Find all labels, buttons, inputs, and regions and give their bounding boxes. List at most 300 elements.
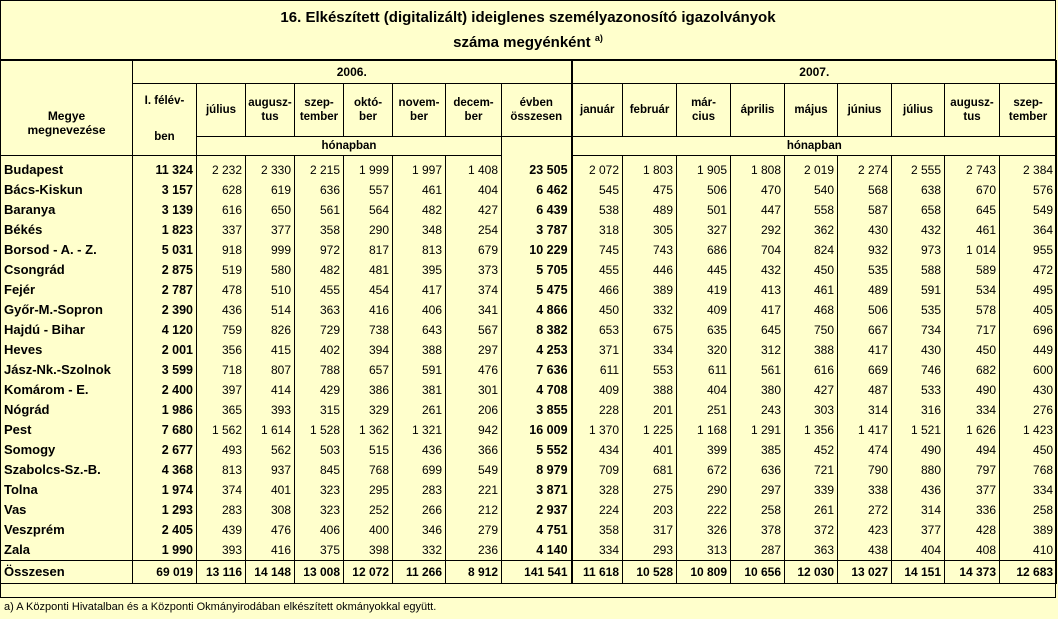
table-row [1, 500, 1057, 520]
month-2006-value: 616 [197, 200, 246, 220]
month-2006-value: 699 [393, 460, 446, 480]
table-row [1, 460, 1057, 480]
month-2007-value: 313 [677, 540, 731, 561]
month-2006-value: 332 [393, 540, 446, 561]
month-2007-value: 336 [945, 500, 1000, 520]
month-2006-value: 374 [446, 280, 502, 300]
month-2007-value: 535 [838, 260, 892, 280]
month-2007-value: 423 [838, 520, 892, 540]
half-year-value: 2 405 [133, 520, 197, 540]
table-row [1, 480, 1057, 500]
month-2006-value: 845 [295, 460, 344, 480]
half-year-value: 2 001 [133, 340, 197, 360]
month-2007-value: 675 [623, 320, 677, 340]
month-2006-value: 561 [295, 200, 344, 220]
month-2007-value: 704 [731, 240, 785, 260]
title-line-1: 16. Elkészített (digitalizált) ideiglenes személyazonosító igazolványok [280, 9, 776, 26]
month-2007-header-line-1: augusz- [950, 97, 994, 109]
month-2006-value: 398 [344, 540, 393, 561]
month-2007-header [1000, 84, 1057, 137]
month-2007-header [731, 84, 785, 137]
half-year-value: 3 157 [133, 180, 197, 200]
month-2006-header-line-2: tus [261, 111, 279, 123]
month-2006-value: 416 [344, 300, 393, 320]
month-2006-value: 375 [295, 540, 344, 561]
month-2006-header-line-2: tember [299, 111, 339, 123]
month-2007-value: 334 [1000, 480, 1057, 500]
table-row [1, 440, 1057, 460]
month-2007-value: 358 [572, 520, 623, 540]
table-row [1, 540, 1057, 561]
month-2006-value: 323 [295, 500, 344, 520]
month-2007-value: 1 417 [838, 420, 892, 440]
month-2007-value: 501 [677, 200, 731, 220]
month-2006-value: 1 999 [344, 156, 393, 181]
month-2007-value: 455 [572, 260, 623, 280]
month-2006-value: 381 [393, 380, 446, 400]
year-total-value: 10 229 [502, 240, 572, 260]
month-2007-value: 588 [892, 260, 945, 280]
half-year-line-1: I. félév- [144, 95, 185, 107]
month-2007-header [785, 84, 838, 137]
title-footnote-mark: a) [594, 33, 603, 43]
month-2007-header [892, 84, 945, 137]
month-2007-value: 408 [945, 540, 1000, 561]
month-2007-value: 2 743 [945, 156, 1000, 181]
table-row [1, 360, 1057, 380]
year-total-value: 5 705 [502, 260, 572, 280]
month-2007-value: 1 291 [731, 420, 785, 440]
year-total-value: 4 708 [502, 380, 572, 400]
month-2007-value: 1 168 [677, 420, 731, 440]
month-2006-value: 718 [197, 360, 246, 380]
month-2007-value: 589 [945, 260, 1000, 280]
month-2007-value: 535 [892, 300, 945, 320]
month-2006-value: 619 [246, 180, 295, 200]
month-2007-value: 327 [677, 220, 731, 240]
month-2006-value: 510 [246, 280, 295, 300]
table-row [1, 340, 1057, 360]
total-row [1, 561, 1057, 584]
year-total-header-line: összesen [510, 111, 563, 123]
month-2007-header [945, 84, 1000, 137]
half-year-value: 2 787 [133, 280, 197, 300]
month-2007-value: 669 [838, 360, 892, 380]
month-2007-value: 14 373 [945, 561, 1000, 584]
month-2007-value: 576 [1000, 180, 1057, 200]
month-2006-value: 388 [393, 340, 446, 360]
month-2007-value: 430 [838, 220, 892, 240]
half-year-value: 3 139 [133, 200, 197, 220]
year-total-value: 8 382 [502, 320, 572, 340]
month-2006-header [344, 84, 393, 137]
month-2006-value: 1 408 [446, 156, 502, 181]
year-total-value: 4 253 [502, 340, 572, 360]
month-2006-value: 591 [393, 360, 446, 380]
month-2007-value: 258 [1000, 500, 1057, 520]
table-row [1, 400, 1057, 420]
month-2007-value: 409 [677, 300, 731, 320]
month-2007-value: 790 [838, 460, 892, 480]
month-2007-value: 578 [945, 300, 1000, 320]
month-2006-value: 643 [393, 320, 446, 340]
month-2007-value: 417 [838, 340, 892, 360]
month-2007-value: 611 [572, 360, 623, 380]
month-2007-header-line-2: tus [963, 111, 981, 123]
county-name: Somogy [1, 440, 133, 460]
month-2006-value: 1 362 [344, 420, 393, 440]
month-2007-value: 222 [677, 500, 731, 520]
month-2007-value: 428 [945, 520, 1000, 540]
half-year-line-2: ben [154, 131, 175, 143]
month-2007-value: 430 [1000, 380, 1057, 400]
month-2007-value: 696 [1000, 320, 1057, 340]
month-2006-value: 356 [197, 340, 246, 360]
month-2006-value: 363 [295, 300, 344, 320]
month-2007-value: 410 [1000, 540, 1057, 561]
month-2006-value: 1 528 [295, 420, 344, 440]
month-2007-value: 417 [731, 300, 785, 320]
month-2007-value: 405 [1000, 300, 1057, 320]
month-2006-value: 373 [446, 260, 502, 280]
month-2007-value: 591 [892, 280, 945, 300]
month-2007-value: 734 [892, 320, 945, 340]
month-2007-value: 672 [677, 460, 731, 480]
month-2007-value: 553 [623, 360, 677, 380]
month-2006-value: 503 [295, 440, 344, 460]
county-header [1, 61, 133, 156]
month-2006-value: 297 [446, 340, 502, 360]
month-2006-header-line-1: szep- [304, 97, 334, 109]
month-2006-value: 549 [446, 460, 502, 480]
month-2006-value: 221 [446, 480, 502, 500]
month-2006-value: 11 266 [393, 561, 446, 584]
month-2007-value: 745 [572, 240, 623, 260]
month-2007-value: 404 [892, 540, 945, 561]
month-2006-value: 290 [344, 220, 393, 240]
month-2007-header [838, 84, 892, 137]
month-2006-value: 476 [446, 360, 502, 380]
table-row [1, 380, 1057, 400]
month-2007-value: 334 [623, 340, 677, 360]
month-2007-value: 568 [838, 180, 892, 200]
half-year-value: 1 823 [133, 220, 197, 240]
month-2006-value: 436 [197, 300, 246, 320]
county-header-line-1: Megye [47, 109, 86, 123]
month-2007-value: 973 [892, 240, 945, 260]
month-2007-value: 2 274 [838, 156, 892, 181]
month-2006-value: 315 [295, 400, 344, 420]
month-2007-value: 339 [785, 480, 838, 500]
month-2006-value: 439 [197, 520, 246, 540]
month-2007-value: 447 [731, 200, 785, 220]
half-year-value: 7 680 [133, 420, 197, 440]
title-line-2-text: száma megyénként [453, 34, 591, 51]
month-2007-value: 2 019 [785, 156, 838, 181]
month-2007-value: 638 [892, 180, 945, 200]
month-2006-header-line-1: októ- [353, 97, 383, 109]
month-2006-header [197, 84, 246, 137]
month-2006-value: 266 [393, 500, 446, 520]
month-2006-value: 283 [197, 500, 246, 520]
month-2007-value: 797 [945, 460, 1000, 480]
month-2007-value: 10 656 [731, 561, 785, 584]
month-2007-value: 682 [945, 360, 1000, 380]
year-total-value: 3 871 [502, 480, 572, 500]
month-2006-value: 341 [446, 300, 502, 320]
month-2006-value: 377 [246, 220, 295, 240]
month-2007-value: 389 [623, 280, 677, 300]
month-2006-value: 788 [295, 360, 344, 380]
table-title [0, 0, 1056, 60]
month-2007-value: 12 683 [1000, 561, 1057, 584]
year-total-value: 4 751 [502, 520, 572, 540]
year-total-header [502, 84, 572, 137]
table-row [1, 156, 1057, 181]
county-name: Fejér [1, 280, 133, 300]
county-name: Szabolcs-Sz.-B. [1, 460, 133, 480]
month-2006-value: 329 [344, 400, 393, 420]
month-2007-value: 489 [623, 200, 677, 220]
month-2007-value: 558 [785, 200, 838, 220]
month-2006-value: 2 215 [295, 156, 344, 181]
month-2007-value: 11 618 [572, 561, 623, 584]
month-2006-value: 514 [246, 300, 295, 320]
month-2007-value: 413 [731, 280, 785, 300]
month-2007-value: 427 [785, 380, 838, 400]
month-2007-header-line-1: május [794, 104, 828, 116]
title-line-2 [0, 28, 1056, 53]
month-2006-value: 2 232 [197, 156, 246, 181]
month-2007-header [572, 84, 623, 137]
month-2006-header [295, 84, 344, 137]
month-2006-value: 657 [344, 360, 393, 380]
month-2006-value: 482 [393, 200, 446, 220]
month-2006-value: 279 [446, 520, 502, 540]
month-2006-value: 386 [344, 380, 393, 400]
month-2006-value: 402 [295, 340, 344, 360]
month-2007-value: 1 521 [892, 420, 945, 440]
month-2007-value: 332 [623, 300, 677, 320]
month-2007-value: 364 [1000, 220, 1057, 240]
table-row [1, 320, 1057, 340]
month-2007-value: 449 [1000, 340, 1057, 360]
month-2007-value: 494 [945, 440, 1000, 460]
month-2007-value: 470 [731, 180, 785, 200]
month-2006-value: 12 072 [344, 561, 393, 584]
month-2007-value: 533 [892, 380, 945, 400]
monthly-label-2007: hónapban [572, 137, 1057, 156]
half-year-value: 4 120 [133, 320, 197, 340]
month-2007-value: 371 [572, 340, 623, 360]
half-year-value: 1 990 [133, 540, 197, 561]
month-2006-value: 1 997 [393, 156, 446, 181]
month-2007-header [677, 84, 731, 137]
month-2007-value: 549 [1000, 200, 1057, 220]
table-row [1, 420, 1057, 440]
month-2007-value: 750 [785, 320, 838, 340]
month-2007-value: 388 [623, 380, 677, 400]
month-2006-value: 393 [197, 540, 246, 561]
month-2007-value: 746 [892, 360, 945, 380]
month-2007-value: 450 [945, 340, 1000, 360]
table-row [1, 220, 1057, 240]
month-2006-header [446, 84, 502, 137]
month-2006-value: 301 [446, 380, 502, 400]
county-name: Összesen [1, 561, 133, 584]
month-2007-value: 955 [1000, 240, 1057, 260]
monthly-label-2006: hónapban [197, 137, 502, 156]
month-2007-value: 297 [731, 480, 785, 500]
year-total-header-line: évben [519, 97, 553, 109]
county-name: Jász-Nk.-Szolnok [1, 360, 133, 380]
month-2006-value: 972 [295, 240, 344, 260]
month-2006-value: 13 116 [197, 561, 246, 584]
month-2007-value: 292 [731, 220, 785, 240]
month-2006-header [393, 84, 446, 137]
month-2007-header-line-1: június [847, 104, 882, 116]
month-2006-value: 346 [393, 520, 446, 540]
month-2006-value: 628 [197, 180, 246, 200]
month-2006-value: 337 [197, 220, 246, 240]
month-2007-value: 1 808 [731, 156, 785, 181]
county-name: Pest [1, 420, 133, 440]
month-2007-value: 275 [623, 480, 677, 500]
county-name: Bács-Kiskun [1, 180, 133, 200]
month-2007-value: 305 [623, 220, 677, 240]
month-2006-value: 1 321 [393, 420, 446, 440]
month-2006-header-line-1: augusz- [248, 97, 292, 109]
county-name: Budapest [1, 156, 133, 181]
month-2007-value: 461 [785, 280, 838, 300]
month-2006-value: 404 [446, 180, 502, 200]
month-2007-value: 276 [1000, 400, 1057, 420]
month-2006-value: 295 [344, 480, 393, 500]
month-2007-value: 721 [785, 460, 838, 480]
month-2007-value: 490 [892, 440, 945, 460]
month-2006-value: 918 [197, 240, 246, 260]
month-2007-value: 317 [623, 520, 677, 540]
year-total-value: 6 439 [502, 200, 572, 220]
month-2007-value: 466 [572, 280, 623, 300]
month-2007-value: 409 [572, 380, 623, 400]
month-2006-header-line-1: novem- [398, 97, 440, 109]
month-2007-value: 314 [892, 500, 945, 520]
month-2007-value: 743 [623, 240, 677, 260]
month-2007-value: 203 [623, 500, 677, 520]
month-2007-value: 10 809 [677, 561, 731, 584]
month-2006-value: 454 [344, 280, 393, 300]
month-2007-value: 545 [572, 180, 623, 200]
month-2007-value: 388 [785, 340, 838, 360]
month-2007-value: 314 [838, 400, 892, 420]
month-2007-value: 506 [677, 180, 731, 200]
county-name: Nógrád [1, 400, 133, 420]
month-2007-value: 272 [838, 500, 892, 520]
month-2007-value: 681 [623, 460, 677, 480]
county-name: Baranya [1, 200, 133, 220]
half-year-value: 1 974 [133, 480, 197, 500]
month-2007-value: 468 [785, 300, 838, 320]
month-2006-value: 564 [344, 200, 393, 220]
half-year-value: 5 031 [133, 240, 197, 260]
month-2007-value: 338 [838, 480, 892, 500]
month-2007-value: 12 030 [785, 561, 838, 584]
month-2007-value: 880 [892, 460, 945, 480]
month-2006-header [246, 84, 295, 137]
year-2006-header: 2006. [133, 61, 572, 84]
month-2007-value: 461 [945, 220, 1000, 240]
month-2006-value: 478 [197, 280, 246, 300]
month-2006-value: 283 [393, 480, 446, 500]
month-2006-value: 650 [246, 200, 295, 220]
month-2007-value: 1 225 [623, 420, 677, 440]
month-2007-value: 293 [623, 540, 677, 561]
month-2007-value: 316 [892, 400, 945, 420]
month-2007-value: 224 [572, 500, 623, 520]
month-2006-value: 481 [344, 260, 393, 280]
month-2007-value: 334 [945, 400, 1000, 420]
half-year-value: 1 293 [133, 500, 197, 520]
month-2006-value: 636 [295, 180, 344, 200]
month-2007-value: 258 [731, 500, 785, 520]
month-2006-value: 261 [393, 400, 446, 420]
month-2006-value: 348 [393, 220, 446, 240]
month-2006-value: 476 [246, 520, 295, 540]
county-name: Csongrád [1, 260, 133, 280]
month-2007-value: 450 [785, 260, 838, 280]
table-row [1, 240, 1057, 260]
month-2007-header-line-2: tember [1008, 111, 1048, 123]
month-2006-header-line-2: ber [410, 111, 428, 123]
month-2006-value: 557 [344, 180, 393, 200]
month-2007-value: 432 [731, 260, 785, 280]
month-2007-value: 653 [572, 320, 623, 340]
month-2007-value: 404 [677, 380, 731, 400]
half-year-value: 2 875 [133, 260, 197, 280]
half-year-value: 2 677 [133, 440, 197, 460]
month-2007-value: 1 014 [945, 240, 1000, 260]
month-2006-value: 515 [344, 440, 393, 460]
footnote: a) A Központi Hivatalban és a Központi Okmányirodában elkészített okmányokkal együtt. [4, 601, 437, 613]
month-2007-value: 287 [731, 540, 785, 561]
table-row [1, 200, 1057, 220]
county-name: Heves [1, 340, 133, 360]
half-year-header [133, 84, 197, 156]
month-2006-value: 212 [446, 500, 502, 520]
county-name: Komárom - E. [1, 380, 133, 400]
month-2007-value: 401 [623, 440, 677, 460]
county-name: Békés [1, 220, 133, 240]
month-2007-value: 363 [785, 540, 838, 561]
month-2007-header-line-1: már- [691, 97, 716, 109]
month-2006-value: 401 [246, 480, 295, 500]
month-2007-value: 611 [677, 360, 731, 380]
month-2006-value: 482 [295, 260, 344, 280]
month-2006-value: 999 [246, 240, 295, 260]
month-2007-header-line-1: január [580, 104, 615, 116]
year-total-value: 5 475 [502, 280, 572, 300]
month-2006-value: 759 [197, 320, 246, 340]
county-name: Veszprém [1, 520, 133, 540]
month-2006-value: 1 562 [197, 420, 246, 440]
year-total-blank [502, 137, 572, 156]
month-2006-value: 252 [344, 500, 393, 520]
month-2006-value: 395 [393, 260, 446, 280]
half-year-value: 69 019 [133, 561, 197, 584]
half-year-value: 11 324 [133, 156, 197, 181]
month-2007-value: 475 [623, 180, 677, 200]
